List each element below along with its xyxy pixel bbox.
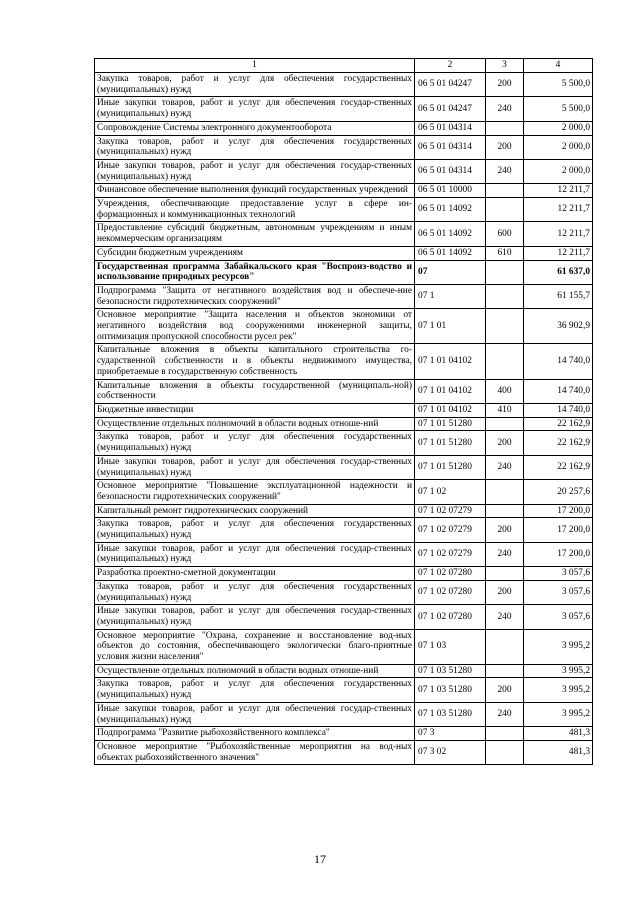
- row-name: Капитальные вложения в объекты государственной (муниципаль-ной) собственности: [95, 379, 415, 403]
- row-name: Осуществление отдельных полномочий в области водных отноше-ний: [95, 664, 415, 678]
- row-amount: 3 057,6: [524, 567, 593, 581]
- row-name: Иные закупки товаров, работ и услуг для обеспечения государ-ственных (муниципальных) нужд: [95, 159, 415, 183]
- row-amount: 17 200,0: [524, 504, 593, 518]
- row-code: 06 5 01 04314: [415, 135, 486, 159]
- table-row: [95, 184, 593, 198]
- table-row: [95, 629, 593, 664]
- row-code: 06 5 01 04314: [415, 159, 486, 183]
- row-name: Закупка товаров, работ и услуг для обеспечения государственных (муниципальных) нужд: [95, 580, 415, 604]
- row-name: Учреждения, обеспечивающие предоставление услуг в сфере ин-формационных и коммуникационных технологий: [95, 198, 415, 222]
- row-expense-type: [486, 344, 524, 379]
- row-code: 07 1 02 07279: [415, 542, 486, 566]
- table-body: [95, 59, 593, 765]
- row-code: 07: [415, 260, 486, 284]
- row-expense-type: [486, 567, 524, 581]
- table-row: [95, 403, 593, 417]
- row-expense-type: [486, 504, 524, 518]
- row-code: 06 5 01 14092: [415, 246, 486, 260]
- table-row: [95, 309, 593, 344]
- row-amount: 5 500,0: [524, 73, 593, 97]
- row-code: 07 1 03 51280: [415, 664, 486, 678]
- table-row: [95, 159, 593, 183]
- row-amount: 36 902,9: [524, 309, 593, 344]
- row-name: Закупка товаров, работ и услуг для обеспечения государственных (муниципальных) нужд: [95, 431, 415, 455]
- row-expense-type: 200: [486, 135, 524, 159]
- row-name: Иные закупки товаров, работ и услуг для обеспечения государ-ственных (муниципальных) нужд: [95, 97, 415, 121]
- row-expense-type: 200: [486, 518, 524, 542]
- row-expense-type: [486, 198, 524, 222]
- row-name: Разработка проектно-сметной документации: [95, 567, 415, 581]
- row-amount: 481,3: [524, 740, 593, 764]
- row-name: Осуществление отдельных полномочий в области водных отноше-ний: [95, 417, 415, 431]
- row-expense-type: 200: [486, 678, 524, 702]
- row-amount: 61 155,7: [524, 284, 593, 308]
- row-expense-type: [486, 740, 524, 764]
- row-amount: 3 995,2: [524, 629, 593, 664]
- row-name: Капитальный ремонт гидротехнических сооружений: [95, 504, 415, 518]
- row-amount: 22 162,9: [524, 431, 593, 455]
- row-expense-type: [486, 309, 524, 344]
- row-code: 07 1: [415, 284, 486, 308]
- row-name: Иные закупки товаров, работ и услуг для обеспечения государ-ственных (муниципальных) нужд: [95, 605, 415, 629]
- row-code: 07 1 01 04102: [415, 379, 486, 403]
- table-row: [95, 518, 593, 542]
- table-row: [95, 542, 593, 566]
- table-row: [95, 702, 593, 726]
- row-amount: 20 257,6: [524, 480, 593, 504]
- row-amount: 481,3: [524, 727, 593, 741]
- row-code: 07 1 01 51280: [415, 455, 486, 479]
- row-code: 07 1 02 07280: [415, 580, 486, 604]
- row-name: Иные закупки товаров, работ и услуг для обеспечения государ-ственных (муниципальных) нужд: [95, 702, 415, 726]
- row-amount: 2 000,0: [524, 121, 593, 135]
- column-header: 1: [95, 59, 415, 73]
- column-header: 3: [486, 59, 524, 73]
- row-code: 07 1 02 07280: [415, 567, 486, 581]
- table-row: [95, 480, 593, 504]
- row-code: 07 1 01: [415, 309, 486, 344]
- row-amount: 3 995,2: [524, 678, 593, 702]
- row-amount: 12 211,7: [524, 246, 593, 260]
- row-expense-type: 600: [486, 222, 524, 246]
- row-amount: 3 057,6: [524, 580, 593, 604]
- row-expense-type: [486, 417, 524, 431]
- table-row: [95, 727, 593, 741]
- row-expense-type: 240: [486, 455, 524, 479]
- row-code: 07 1 01 04102: [415, 403, 486, 417]
- row-amount: 12 211,7: [524, 184, 593, 198]
- row-name: Иные закупки товаров, работ и услуг для обеспечения государ-ственных (муниципальных) нужд: [95, 455, 415, 479]
- table-row: [95, 246, 593, 260]
- row-name: Основное мероприятие "Защита населения и объектов экономики от негативного воздействия вод сооружениями инженерной защиты, оптимизация пропускной способности русел рек": [95, 309, 415, 344]
- table-row: [95, 198, 593, 222]
- table-row: [95, 678, 593, 702]
- table-row: [95, 379, 593, 403]
- row-amount: 14 740,0: [524, 344, 593, 379]
- row-expense-type: 400: [486, 379, 524, 403]
- row-amount: 5 500,0: [524, 97, 593, 121]
- row-expense-type: 240: [486, 97, 524, 121]
- row-code: 06 5 01 10000: [415, 184, 486, 198]
- row-expense-type: 240: [486, 605, 524, 629]
- row-amount: 22 162,9: [524, 455, 593, 479]
- row-expense-type: 200: [486, 73, 524, 97]
- row-code: 07 1 01 51280: [415, 431, 486, 455]
- table-row: [95, 344, 593, 379]
- row-code: 07 1 02 07279: [415, 504, 486, 518]
- row-expense-type: 240: [486, 159, 524, 183]
- row-expense-type: [486, 629, 524, 664]
- row-expense-type: [486, 184, 524, 198]
- row-expense-type: [486, 664, 524, 678]
- page-number: 17: [314, 852, 326, 866]
- table-row: [95, 260, 593, 284]
- table-row: [95, 222, 593, 246]
- table-header-row: [95, 59, 593, 73]
- row-name: Сопровождение Системы электронного документооборота: [95, 121, 415, 135]
- row-code: 07 1 02: [415, 480, 486, 504]
- table-row: [95, 455, 593, 479]
- row-name: Бюджетные инвестиции: [95, 403, 415, 417]
- row-name: Капитальные вложения в объекты капитального строительства го-сударственной собственности и в объекты недвижимого имущества, приобретаемые в государственную собственность: [95, 344, 415, 379]
- column-header: 4: [524, 59, 593, 73]
- row-amount: 2 000,0: [524, 159, 593, 183]
- row-code: 07 3: [415, 727, 486, 741]
- row-name: Финансовое обеспечение выполнения функций государственных учреждений: [95, 184, 415, 198]
- row-expense-type: [486, 260, 524, 284]
- row-expense-type: 240: [486, 702, 524, 726]
- table-row: [95, 664, 593, 678]
- row-code: 07 3 02: [415, 740, 486, 764]
- row-amount: 12 211,7: [524, 222, 593, 246]
- row-expense-type: [486, 480, 524, 504]
- row-name: Подпрограмма "Защита от негативного воздействия вод и обеспече-ние безопасности гидротехнических сооружений": [95, 284, 415, 308]
- row-amount: 61 637,0: [524, 260, 593, 284]
- row-name: Подпрограмма "Развитие рыбохозяйственного комплекса": [95, 727, 415, 741]
- row-code: 07 1 03 51280: [415, 678, 486, 702]
- table-row: [95, 73, 593, 97]
- row-amount: 3 995,2: [524, 664, 593, 678]
- row-amount: 2 000,0: [524, 135, 593, 159]
- row-amount: 14 740,0: [524, 379, 593, 403]
- row-name: Иные закупки товаров, работ и услуг для обеспечения государ-ственных (муниципальных) нужд: [95, 542, 415, 566]
- row-amount: 22 162,9: [524, 417, 593, 431]
- row-code: 07 1 03: [415, 629, 486, 664]
- table-row: [95, 135, 593, 159]
- row-expense-type: 240: [486, 542, 524, 566]
- row-code: 07 1 02 07279: [415, 518, 486, 542]
- table-row: [95, 431, 593, 455]
- row-expense-type: 200: [486, 431, 524, 455]
- row-amount: 17 200,0: [524, 518, 593, 542]
- row-expense-type: [486, 284, 524, 308]
- row-amount: 3 057,6: [524, 605, 593, 629]
- table-row: [95, 417, 593, 431]
- row-amount: 14 740,0: [524, 403, 593, 417]
- row-expense-type: 610: [486, 246, 524, 260]
- row-code: 06 5 01 14092: [415, 198, 486, 222]
- row-name: Основное мероприятие "Повышение эксплуатационной надежности и безопасности гидротехнических сооружений": [95, 480, 415, 504]
- table-row: [95, 504, 593, 518]
- row-name: Государственная программа Забайкальского края "Воспроиз-водство и использование природных ресурсов": [95, 260, 415, 284]
- table-row: [95, 121, 593, 135]
- column-header: 2: [415, 59, 486, 73]
- table-row: [95, 605, 593, 629]
- row-code: 07 1 01 04102: [415, 344, 486, 379]
- row-name: Основное мероприятие "Рыбохозяйственные мероприятия на вод-ных объектах рыбохозяйственного значения": [95, 740, 415, 764]
- row-code: 06 5 01 14092: [415, 222, 486, 246]
- row-code: 07 1 02 07280: [415, 605, 486, 629]
- row-code: 06 5 01 04247: [415, 97, 486, 121]
- row-name: Субсидии бюджетным учреждениям: [95, 246, 415, 260]
- row-name: Закупка товаров, работ и услуг для обеспечения государственных (муниципальных) нужд: [95, 135, 415, 159]
- row-name: Закупка товаров, работ и услуг для обеспечения государственных (муниципальных) нужд: [95, 518, 415, 542]
- row-expense-type: [486, 121, 524, 135]
- row-code: 07 1 01 51280: [415, 417, 486, 431]
- row-expense-type: 410: [486, 403, 524, 417]
- table-row: [95, 580, 593, 604]
- table-row: [95, 740, 593, 764]
- budget-table: [94, 58, 593, 765]
- row-code: 06 5 01 04247: [415, 73, 486, 97]
- table-row: [95, 567, 593, 581]
- row-expense-type: 200: [486, 580, 524, 604]
- row-amount: 12 211,7: [524, 198, 593, 222]
- table-row: [95, 97, 593, 121]
- row-name: Закупка товаров, работ и услуг для обеспечения государственных (муниципальных) нужд: [95, 73, 415, 97]
- row-code: 07 1 03 51280: [415, 702, 486, 726]
- row-amount: 3 995,2: [524, 702, 593, 726]
- table-row: [95, 284, 593, 308]
- row-name: Основное мероприятие "Охрана, сохранение и восстановление вод-ных объектов до состояния, обеспечивающего экологически благо-приятные условия жизни населения": [95, 629, 415, 664]
- row-code: 06 5 01 04314: [415, 121, 486, 135]
- row-name: Закупка товаров, работ и услуг для обеспечения государственных (муниципальных) нужд: [95, 678, 415, 702]
- row-name: Предоставление субсидий бюджетным, автономным учреждениям и иным некоммерческим организациям: [95, 222, 415, 246]
- row-expense-type: [486, 727, 524, 741]
- row-amount: 17 200,0: [524, 542, 593, 566]
